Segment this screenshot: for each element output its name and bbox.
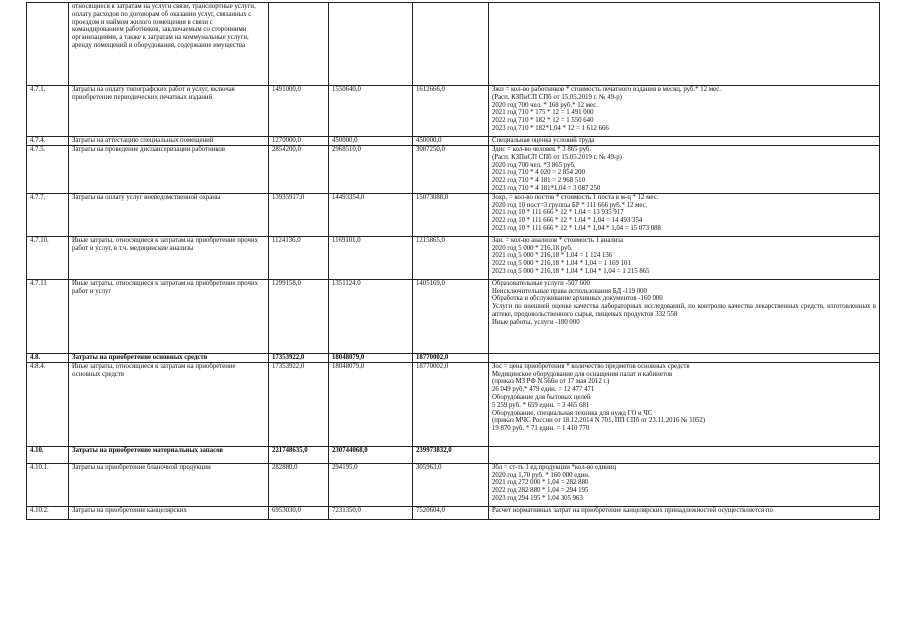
calculation-line: Образовательные услуги -507 600	[492, 279, 590, 287]
calculation-cell	[489, 146, 880, 194]
calculation-line: Расчет нормативных затрат на приобретение канцелярских принадлежностей осуществляется по	[492, 506, 773, 514]
value-2023: 1612666,0	[413, 86, 489, 137]
table-row	[27, 362, 880, 446]
table-row	[27, 446, 880, 463]
value-2023: 15073088,0	[413, 193, 489, 236]
value-2022: 2968510,0	[329, 146, 413, 194]
table-row	[27, 463, 880, 506]
item-code: 4.7.4.	[27, 137, 69, 146]
calculation-cell	[489, 3, 880, 86]
item-code	[27, 3, 69, 86]
calculation-line: 2023 год 294 195 * 1,04 305 963	[492, 494, 583, 502]
value-2022: 7231350,0	[329, 506, 413, 519]
value-2022: 450000,0	[329, 137, 413, 146]
calculation-line: 2023 год 10 * 111 666 * 12 * 1,04 * 1,04 * 1,04 = 15 073 088	[492, 224, 661, 232]
item-name: Иные затраты, относящиеся к затратам на приобретение прочих работ и услуг	[69, 279, 269, 353]
item-code: 4.8.4.	[27, 362, 69, 446]
item-code: 4.7.1.	[27, 86, 69, 137]
table-row	[27, 3, 880, 86]
calculation-line: 5 259 руб. * 659 един. = 3 465 681	[492, 401, 590, 409]
calculation-cell	[489, 353, 880, 362]
calculation-line: Збл = ст-ть 1 ед.продукции *кол-во единиц	[492, 463, 617, 471]
item-name: относящиеся к затратам на услуги связи, транспортные услуги, оплату расходов по договорам об оказании услуг, связанных с проездом и наймом жилого помещения в связи с командированием работников, заключаемым со сторонними организациями, а также к затратам на коммунальные услуги, аренду помещений и оборудования, содержание имущества	[69, 3, 269, 86]
table-row	[27, 137, 880, 146]
calculation-line: 2023 год 710 * 182*1,04 * 12 = 1 612 666	[492, 124, 609, 132]
calculation-line: 2022 год 5 000 * 216,18 * 1,04 * 1,04 = 1 169 101	[492, 260, 631, 268]
value-2021: 6953030,0	[269, 506, 329, 519]
value-2021	[269, 3, 329, 86]
calculation-line: 2020 год 700 чел. * 168 руб.* 12 мес.	[492, 101, 598, 109]
item-code: 4.8.	[27, 353, 69, 362]
item-name: Иные затраты, относящиеся к затратам на приобретение основных средств	[69, 362, 269, 446]
value-2021: 1124136,0	[269, 236, 329, 279]
table-row	[27, 193, 880, 236]
calculation-line: 2021 год 10 * 111 666 * 12 * 1,04 = 13 935 917	[492, 209, 624, 217]
calculation-line: (приказ МЧС России от 18.12.2014 N 701, ПП СПб от 23.11.2016 № 1052)	[492, 417, 706, 425]
calculation-cell	[489, 86, 880, 137]
item-name: Иные затраты, относящиеся к затратам на приобретение прочих работ и услуг, в т.ч. медицинские анализы	[69, 236, 269, 279]
table-row	[27, 353, 880, 362]
calculation-line: Зос = цена приобретения * количество предметов основных средств	[492, 362, 690, 370]
value-2023: 1215865,0	[413, 236, 489, 279]
value-2023: 18770002,0	[413, 362, 489, 446]
calculation-line: Иные работы, услуги -180 000	[492, 318, 580, 326]
value-2023: 18770002,0	[413, 353, 489, 362]
value-2022: 294195,0	[329, 463, 413, 506]
item-name: Затраты на оплату типографских работ и услуг, включая приобретение периодических печатных изданий	[69, 86, 269, 137]
table-row	[27, 146, 880, 194]
calculation-line: 2021 год 272 000 * 1,04 = 282 880	[492, 479, 589, 487]
calculation-line: 2021 год 5 000 * 216,18 * 1,04 = 1 124 136	[492, 252, 613, 260]
calculation-cell	[489, 506, 880, 519]
item-name: Затраты на приобретение материальных запасов	[69, 446, 269, 463]
value-2022: 1169101,0	[329, 236, 413, 279]
calculation-line: 2021 год 710 * 4 020 = 2 854 200	[492, 169, 585, 177]
calculation-line: Обработка и обслуживание архивных документов -160 000	[492, 295, 663, 303]
item-name: Затраты на приобретение канцелярских	[69, 506, 269, 519]
item-code: 4.7.10.	[27, 236, 69, 279]
value-2021: 17353922,0	[269, 353, 329, 362]
calculation-line: Оборудование, специальная техника для нужд ГО и ЧС	[492, 409, 653, 417]
item-name: Затраты на приобретение основных средств	[69, 353, 269, 362]
value-2021: 1299158,0	[269, 279, 329, 353]
calculation-line: (Расп. КЗПиСП СПб от 15.05.2019 г. № 49-р)	[492, 93, 622, 101]
value-2021: 221748635,0	[269, 446, 329, 463]
calculation-cell	[489, 236, 880, 279]
expenditure-table	[26, 2, 880, 520]
calculation-line: Специальная оценка условий труда	[492, 137, 595, 144]
value-2022: 18048079,0	[329, 362, 413, 446]
value-2021: 13935917,0	[269, 193, 329, 236]
value-2023: 7520604,0	[413, 506, 489, 519]
item-name: Затраты на аттестацию специальных помещений	[69, 137, 269, 146]
value-2023: 239973832,0	[413, 446, 489, 463]
item-code: 4.10.2.	[27, 506, 69, 519]
calculation-line: (Расп. КЗПиСП СПб от 15.05.2019 г. № 49-р)	[492, 153, 622, 161]
value-2023: 3087250,0	[413, 146, 489, 194]
item-name: Затраты на приобретение бланочной продукции	[69, 463, 269, 506]
item-name: Затраты на оплату услуг вневедомственной охраны	[69, 193, 269, 236]
item-code: 4.10.1.	[27, 463, 69, 506]
value-2023: 1405169,0	[413, 279, 489, 353]
value-2022: 1550640,0	[329, 86, 413, 137]
item-code: 4.7.7.	[27, 193, 69, 236]
calculation-line: Оборудование для бытовых целей	[492, 393, 591, 401]
calculation-line: 2020 год 10 пост=3 группы БР * 111 666 руб.* 12 мес.	[492, 201, 648, 209]
item-code: 4.7.5.	[27, 146, 69, 194]
calculation-line: 19 870 руб. * 71 един. = 1 410 770	[492, 425, 590, 433]
calculation-line: Зохр. = кол-во постов * стоимость 1 поста в м-ц * 12 мес.	[492, 193, 659, 201]
value-2022: 230744068,0	[329, 446, 413, 463]
item-name: Затраты на проведение диспансеризации работников	[69, 146, 269, 194]
value-2022: 1351124,0	[329, 279, 413, 353]
value-2021: 17353922,0	[269, 362, 329, 446]
value-2022: 14493354,0	[329, 193, 413, 236]
calculation-line: 2020 год 5 000 * 216,18 руб.	[492, 244, 573, 252]
value-2021: 1491000,0	[269, 86, 329, 137]
calculation-line: (приказ МЗ РФ N 566н от 17 мая 2012 г.)	[492, 378, 610, 386]
calculation-line: 2020 год 700 чел. *3 865 руб.	[492, 161, 576, 169]
calculation-cell	[489, 446, 880, 463]
calculation-cell	[489, 362, 880, 446]
calculation-cell	[489, 463, 880, 506]
calculation-line: 2020 год 1,70 руб. * 160 000 един.	[492, 471, 590, 479]
table-row	[27, 86, 880, 137]
calculation-cell	[489, 193, 880, 236]
calculation-line: Неисключительные права использования БД -119 000	[492, 287, 647, 295]
item-code: 4.10.	[27, 446, 69, 463]
table-row	[27, 506, 880, 519]
value-2023: 450000,0	[413, 137, 489, 146]
value-2022	[329, 3, 413, 86]
calculation-line: Зан. = кол-во анализов * стоимость 1 анализа	[492, 236, 624, 244]
value-2021: 282880,0	[269, 463, 329, 506]
table-row	[27, 236, 880, 279]
calculation-line: 26 049 руб.* 479 един. = 12 477 471	[492, 386, 595, 394]
calculation-line: 2023 год 5 000 * 216,18 * 1,04 * 1,04 * 1,04 = 1 215 865	[492, 267, 650, 275]
calculation-line: Зжп = кол-во работников * стоимость печатного издания в месяц, руб.* 12 мес.	[492, 86, 721, 93]
calculation-cell	[489, 137, 880, 146]
table-row	[27, 279, 880, 353]
calculation-line: 2022 год 282 880 * 1,04 = 294 195	[492, 487, 589, 495]
calculation-line: 2022 год 10 * 111 666 * 12 * 1,04 * 1,04 = 14 493 354	[492, 217, 643, 225]
calculation-line: Здис = кол-во человек * 3 865 руб.	[492, 146, 592, 153]
calculation-line: 2023 год 710 * 4 181*1,04 = 3 087 250	[492, 184, 601, 192]
calculation-cell	[489, 279, 880, 353]
calculation-line: Медицинское оборудование для оснащения палат и кабинетов	[492, 370, 673, 378]
calculation-line: Услуги по внешней оценке качества лабораторных исследований, по контролю качества лекарственных средств, изготовленных в аптеке, продовольственного сырья, пищевых продуктов 332 558	[492, 303, 876, 318]
value-2022: 18048079,0	[329, 353, 413, 362]
value-2021: 2854200,0	[269, 146, 329, 194]
value-2021: 1270000,0	[269, 137, 329, 146]
calculation-line: 2021 год 710 * 175 * 12 = 1 491 000	[492, 109, 594, 117]
value-2023: 305963,0	[413, 463, 489, 506]
calculation-line: 2022 год 710 * 4 181 = 2 968 510	[492, 177, 585, 185]
calculation-line: 2022 год 710 * 182 * 12 = 1 550 640	[492, 117, 594, 125]
value-2023	[413, 3, 489, 86]
item-code: 4.7.11	[27, 279, 69, 353]
